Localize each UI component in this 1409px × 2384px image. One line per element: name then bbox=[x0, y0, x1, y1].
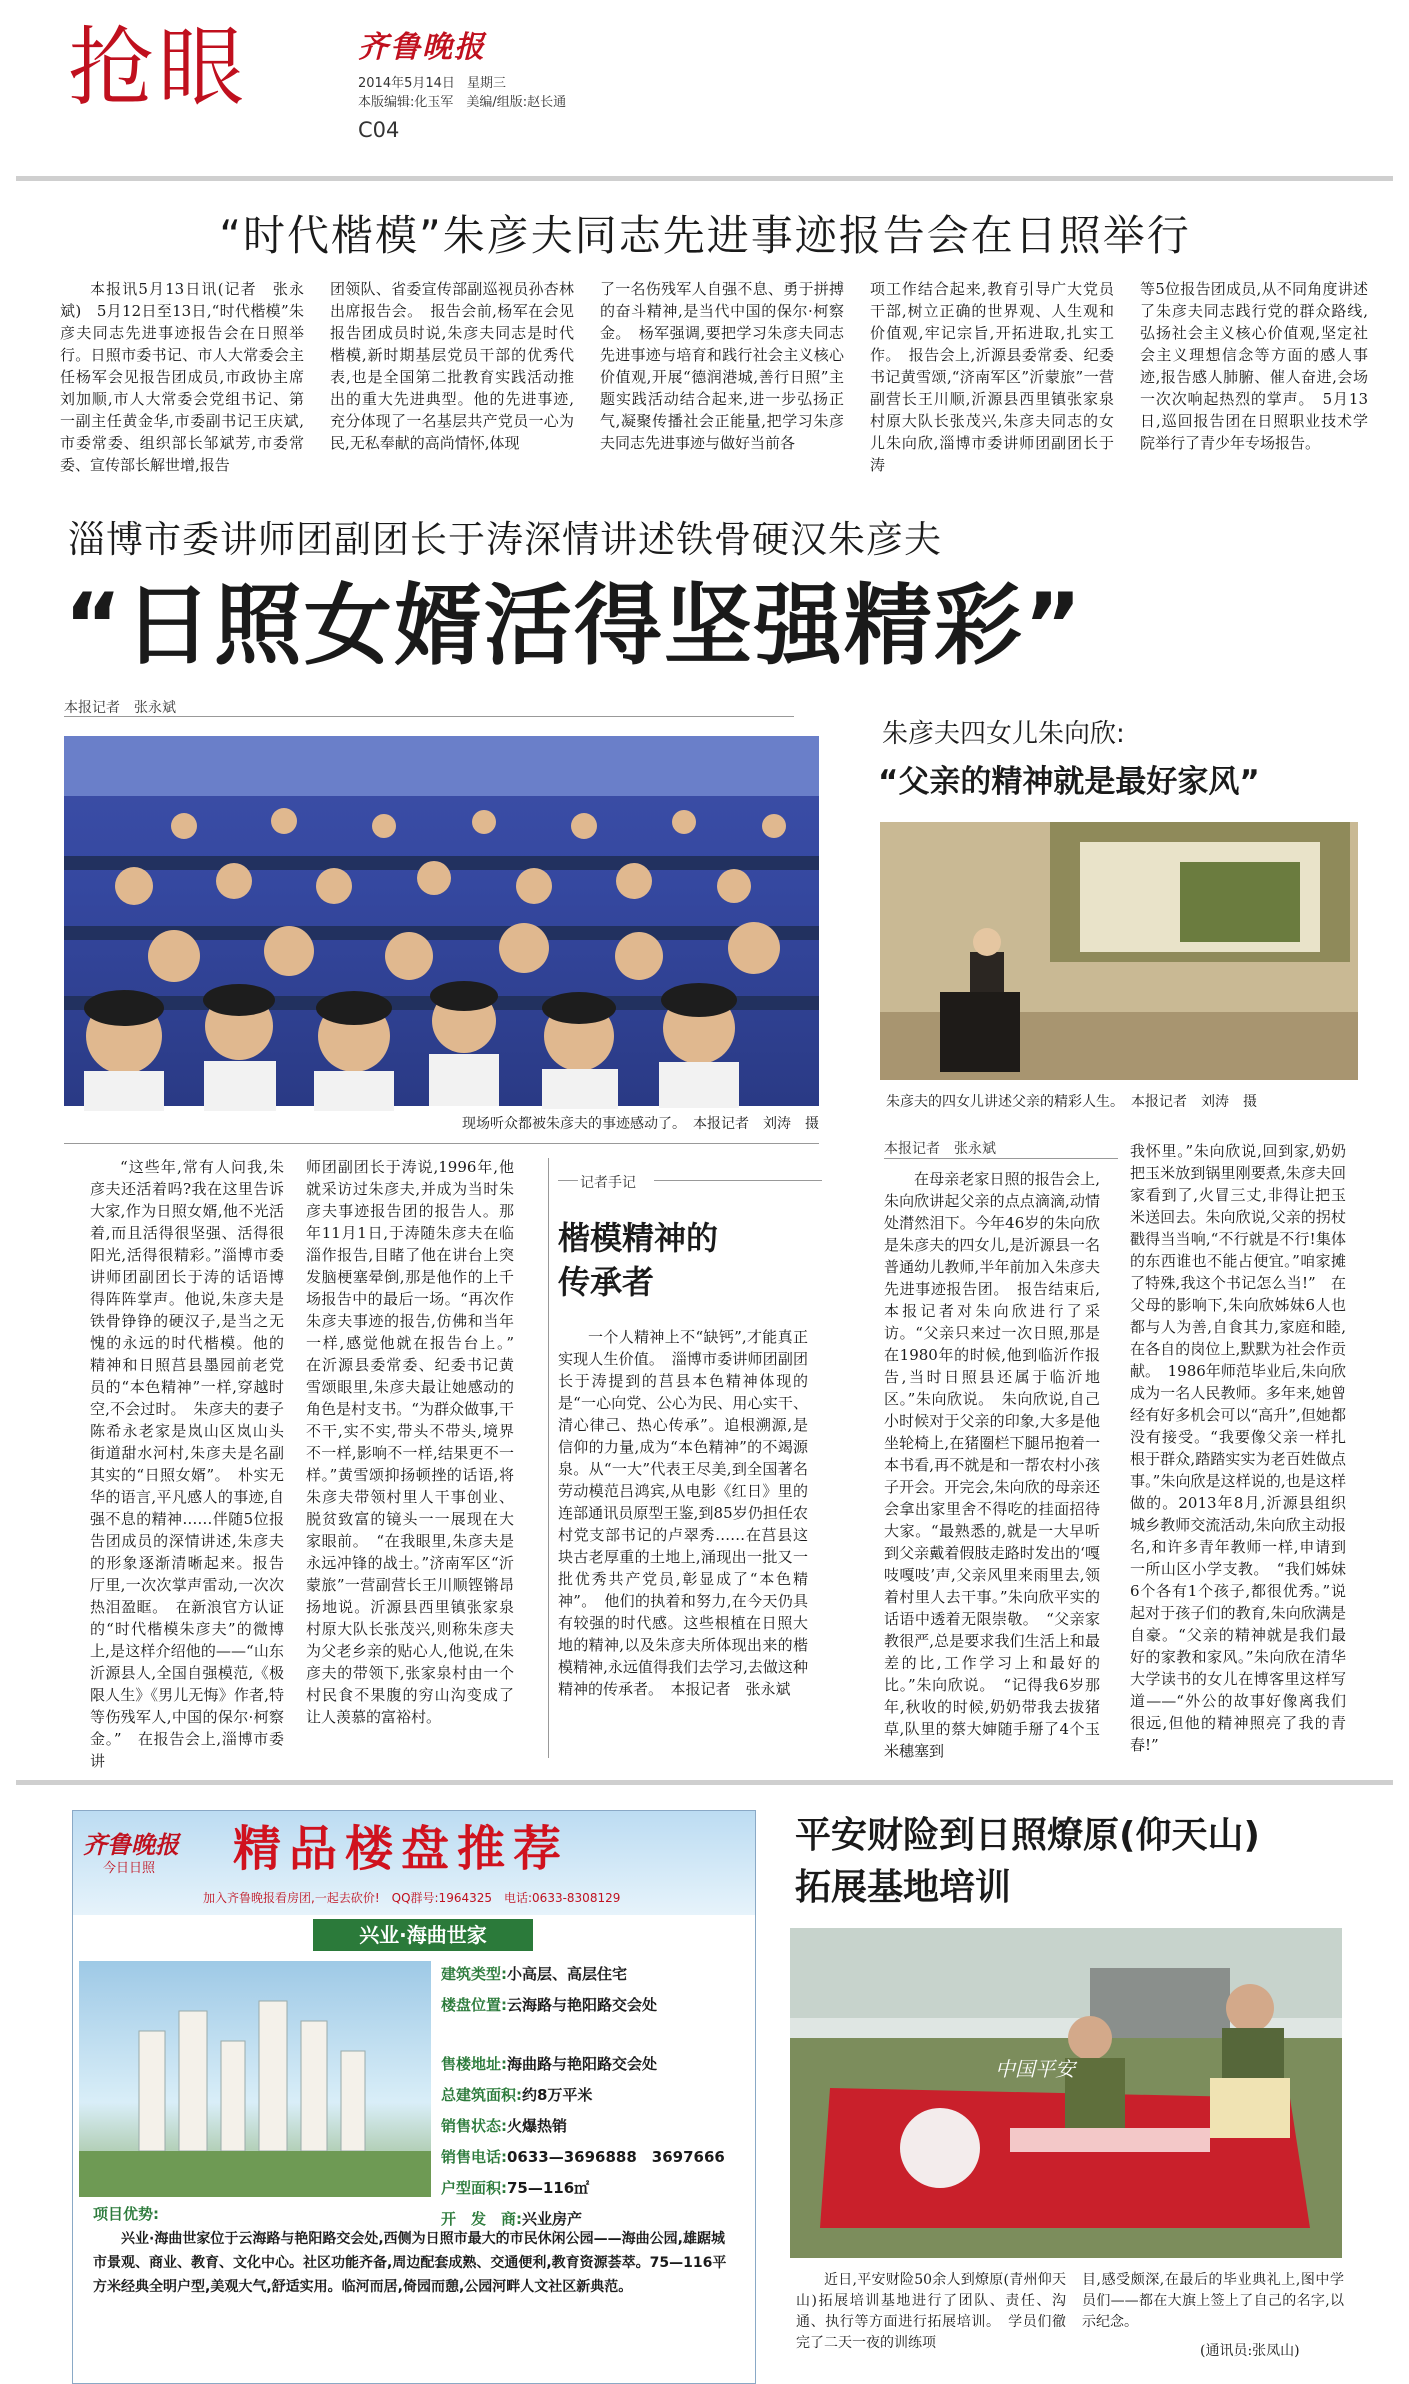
story3-text-2: 我怀里。”朱向欣说,回到家,奶奶把玉米放到锅里刚要煮,朱彦夫回家看到了,火冒三丈,非得让把玉米送回去。朱向欣说,父亲的拐杖戳得当当响,“不行就是不行!集体的东西谁也不能占便宜。”咱家摊了特殊,我这个书记怎么当!” 在父母的影响下,朱向欣姊妹6人也都与人为善,自食其力,家庭和睦,在各自的岗位上,默默为社会作贡献。 1986年师范毕业后,朱向欣成为一名人民教师。多年来,她曾经有好多机会可以“高升”,但她都没有接受。“我要像父亲一样扎根于群众,踏踏实实为老百姓做点事。”朱向欣是这样说的,也是这样做的。2013年8月,沂源县组织城乡教师交流活动,朱向欣主动报名,和许多青年教师一样,申请到一所山区小学支教。 “我们姊妹6个各有1个孩子,都很优秀。”说起对于孩子们的教育,朱向欣满是自豪。“父亲的精神就是我们最好的家教和家风。”朱向欣在清华大学读书的女儿在博客里这样写道——“外公的故事好像离我们很远,但他的精神照亮了我的青春!” bbox=[1130, 1142, 1346, 1754]
story3-kicker: 朱彦夫四女儿朱向欣: bbox=[882, 719, 1125, 749]
story1-column-2 bbox=[330, 278, 574, 478]
ad-logo-sub: 今日日照 bbox=[103, 1861, 156, 1876]
story1-column-5 bbox=[1140, 278, 1368, 478]
ad-logo: 齐鲁晚报 bbox=[83, 1830, 179, 1859]
story2-column-2 bbox=[306, 1156, 530, 1756]
spec-label: 总建筑面积: bbox=[441, 2086, 522, 2104]
commentary-text: 一个人精神上不“缺钙”,才能真正实现人生价值。 淄博市委讲师团副团长于涛提到的莒县本色精神体现的是“一心向党、公心为民、用心实干、清心律己、热心传承”。追根溯源,是信仰的力量,成为“本色精神”的不竭源泉。从“一大”代表王尽美,到全国著名劳动模范吕鸿宾,从电影《红日》里的连部通讯员原型王鉴,到85岁仍担任农村党支部书记的卢翠秀……在莒县这块古老厚重的土地上,涌现出一批又一批优秀共产党员,彰显成了“本色精神”。 他们的执着和努力,在今天仍具有较强的时代感。这些根植在日照大地的精神,以及朱彦夫所体现出来的楷模精神,永远值得我们去学习,去做这种精神的传承者。 本报记者 张永斌 bbox=[558, 1328, 808, 1698]
story1-text-5: 等5位报告团成员,从不同角度讲述了朱彦夫同志践行党的群众路线,弘扬社会主义核心价值观,坚定社会主义理想信念等方面的感人事迹,报告感人肺腑、催人奋进,会场一次次响起热烈的掌声。 5月13日,巡回报告团在日照职业技术学院举行了青少年专场报告。 bbox=[1140, 280, 1368, 452]
editor-credits: 本版编辑:化玉军 美编/组版:赵长通 bbox=[358, 95, 567, 110]
spec-row bbox=[441, 2173, 747, 2204]
masthead-rule bbox=[16, 176, 1393, 181]
speaker-photo-caption: 朱彦夫的四女儿讲述父亲的精彩人生。 本报记者 刘涛 摄 bbox=[886, 1094, 1257, 1110]
spec-value: 0633—3696888 3697666 bbox=[507, 2148, 725, 2166]
spec-row bbox=[441, 1959, 747, 1990]
story1-text-4: 项工作结合起来,教育引导广大党员干部,树立正确的世界观、人生观和价值观,牢记宗旨,开拓进取,扎实工作。 报告会上,沂源县委常委、纪委书记黄雪颂,“济南军区”沂蒙旅”一营副营长王川顺,沂源县西里镇张家泉村原大队长张茂兴,朱彦夫同志的女儿朱向欣,淄博市委讲师团副团长于涛 bbox=[870, 280, 1114, 474]
spec-value: 火爆热销 bbox=[507, 2117, 568, 2135]
story3-column-2 bbox=[1130, 1140, 1346, 1760]
audience-photo bbox=[64, 736, 819, 1106]
story3-headline: “父亲的精神就是最好家风” bbox=[878, 764, 1260, 800]
spec-label: 售楼地址: bbox=[441, 2055, 507, 2073]
spec-row bbox=[441, 2111, 747, 2142]
issue-weekday: 星期三 bbox=[467, 76, 507, 91]
spec-value: 兴业房产 bbox=[522, 2210, 583, 2228]
spec-row bbox=[441, 1990, 747, 2021]
real-estate-ad bbox=[72, 1810, 756, 2384]
spec-value: 云海路与艳阳路交会处 bbox=[507, 1996, 658, 2014]
story4-credit: (通讯员:张凤山) bbox=[1200, 2343, 1300, 2359]
spec-label: 户型面积: bbox=[441, 2179, 507, 2197]
story2-caption-rule bbox=[64, 1143, 819, 1144]
speaker-photo bbox=[880, 822, 1358, 1080]
commentary-tag: 记者手记 bbox=[580, 1175, 636, 1191]
commentary-headline: 楷模精神的传承者 bbox=[558, 1219, 719, 1301]
story1-column-1 bbox=[60, 278, 304, 478]
commentary-box bbox=[558, 1158, 822, 1758]
training-photo bbox=[790, 1928, 1342, 2258]
flag-text: 中国平安 bbox=[995, 2057, 1075, 2081]
story4-headline-line1: 平安财险到日照燎原(仰天山) bbox=[795, 1815, 1260, 1856]
story1-column-3 bbox=[600, 278, 844, 478]
spec-value: 75—116㎡ bbox=[507, 2179, 590, 2197]
section-title: 抢眼 bbox=[68, 18, 248, 118]
spec-value: 小高层、高层住宅 bbox=[507, 1965, 628, 1983]
commentary-tag-rule bbox=[558, 1180, 578, 1181]
story2-text-1: “这些年,常有人问我,朱彦夫还活着吗?我在这里告诉大家,作为日照女婿,他不光活着,而且活得很坚强、活得很阳光,活得很精彩。”淄博市委讲师团副团长于涛的话语博得阵阵掌声。他说,朱彦夫是铁骨铮铮的硬汉子,是当之无愧的永远的时代楷模。他的精神和日照莒县墨园前老党员的“本色精神”一样,穿越时空,不会过时。 朱彦夫的妻子陈希永老家是岚山区岚山头街道甜水河村,朱彦夫是名副其实的“日照女婿”。 朴实无华的语言,平凡感人的事迹,自强不息的精神……伴随5位报告团成员的深情讲述,朱彦夫的形象逐渐清晰起来。报告厅里,一次次掌声雷动,一次次热泪盈眶。 在新浪官方认证的“时代楷模朱彦夫”的微博上,是这样介绍他的——“山东沂源县人,全国自强模范,《极限人生》《男儿无悔》作者,特等伤残军人,中国的保尔·柯察金。” 在报告会上,淄博市委讲 bbox=[90, 1158, 284, 1770]
spec-row bbox=[441, 2142, 747, 2173]
spec-value: 约8万平米 bbox=[522, 2086, 593, 2104]
story3-column-1 bbox=[884, 1168, 1100, 1758]
ad-advantage-label: 项目优势: bbox=[93, 2205, 159, 2223]
ad-title: 精品楼盘推荐 bbox=[233, 1821, 570, 1877]
story1-text-2: 团领队、省委宣传部副巡视员孙杏林出席报告会。 报告会前,杨军在会见报告团成员时说,朱彦夫同志是时代楷模,新时期基层党员干部的优秀代表,也是全国第二批教育实践活动推出的重大先进典型。他的先进事迹,充分体现了一名基层共产党员一心为民,无私奉献的高尚情怀,体现 bbox=[330, 280, 574, 452]
ad-project-name: 兴业·海曲世家 bbox=[313, 1919, 533, 1951]
story3-byline: 本报记者 张永斌 bbox=[884, 1141, 996, 1157]
commentary-column bbox=[558, 1326, 808, 1756]
ad-advantage-text: 兴业·海曲世家位于云海路与艳阳路交会处,西侧为日照市最大的市民休闲公园——海曲公园,雄踞城市景观、商业、教育、文化中心。社区功能齐备,周边配套成熟、交通便利,教育资源荟萃。75—116平方米经典全明户型,美观大气,舒适实用。临河而居,倚园而憩,公园河畔人文社区新典范。 bbox=[93, 2231, 727, 2295]
commentary-tag-rule-right bbox=[654, 1180, 822, 1181]
ad-building-rendering bbox=[79, 1961, 431, 2197]
spec-value: 海曲路与艳阳路交会处 bbox=[507, 2055, 658, 2073]
newspaper-logo: 齐鲁晚报 bbox=[358, 30, 486, 65]
story1-text-3: 了一名伤残军人自强不息、勇于拼搏的奋斗精神,是当代中国的保尔·柯察金。 杨军强调,要把学习朱彦夫同志先进事迹与培育和践行社会主义核心价值观,开展“德润港城,善行日照”主题实践活动结合起来,进一步弘扬正气,凝聚传播社会正能量,把学习朱彦夫同志先进事迹与做好当前各 bbox=[600, 280, 844, 452]
story4-column-2 bbox=[1082, 2270, 1344, 2334]
story2-column-1 bbox=[90, 1156, 284, 1770]
story1-column-4 bbox=[870, 278, 1114, 478]
story4-headline-line2: 拓展基地培训 bbox=[795, 1867, 1012, 1908]
ad-specs bbox=[441, 1959, 747, 2235]
story3-byline-rule bbox=[884, 1158, 1118, 1159]
audience-photo-caption: 现场听众都被朱彦夫的事迹感动了。 本报记者 刘涛 摄 bbox=[462, 1116, 819, 1132]
story2-subhead: 淄博市委讲师团副团长于涛深情讲述铁骨硬汉朱彦夫 bbox=[68, 518, 942, 561]
commentary-divider bbox=[548, 1158, 549, 1758]
page-number: C04 bbox=[358, 118, 400, 142]
spec-label: 销售状态: bbox=[441, 2117, 507, 2135]
ad-strap: 加入齐鲁晚报看房团,一起去砍价! QQ群号:1964325 电话:0633-8308129 bbox=[203, 1891, 621, 1905]
spec-label: 楼盘位置: bbox=[441, 1996, 507, 2014]
story2-byline: 本报记者 张永斌 bbox=[64, 700, 176, 716]
story3-text-1: 在母亲老家日照的报告会上,朱向欣讲起父亲的点点滴滴,动情处潸然泪下。今年46岁的朱向欣是朱彦夫的四女儿,是沂源县一名普通幼儿教师,半年前加入朱彦夫先进事迹报告团。 报告结束后,本报记者对朱向欣进行了采访。“父亲只来过一次日照,那是在1980年的时候,他到临沂作报告,当时日照县还属于临沂地区。”朱向欣说。 朱向欣说,自己小时候对于父亲的印象,大多是他坐轮椅上,在猪圈栏下腿吊抱着一本书看,再不就是和一帮农村小孩子开会。开完会,朱向欣的母亲还会拿出家里舍不得吃的挂面招待大家。“最熟悉的,就是一大早听到父亲戴着假肢走路时发出的‘嘎吱嘎吱’声,父亲风里来雨里去,领着村里人去干事。”朱向欣平实的话语中透着无限崇敬。 “父亲家教很严,总是要求我们生活上和最差的比,工作学习上和最好的比。”朱向欣说。 “记得我6岁那年,秋收的时候,奶奶带我去拔猪草,队里的蔡大婶随手掰了4个玉米穗塞到 bbox=[884, 1170, 1100, 1760]
story2-headline: “日照女婿活得坚强精彩” bbox=[64, 574, 1084, 677]
spec-row bbox=[441, 2049, 747, 2080]
lower-section-rule bbox=[16, 1780, 1393, 1785]
spec-label: 开 发 商: bbox=[441, 2210, 522, 2228]
story2-text-2: 师团副团长于涛说,1996年,他就采访过朱彦夫,并成为当时朱彦夫事迹报告团的报告人。那年11月1日,于涛随朱彦夫在临淄作报告,目睹了他在讲台上突发脑梗塞晕倒,那是他作的上千场报告中的最后一场。“再次作朱彦夫事迹的报告,仿佛和当年一样,感觉他就在报告台上。” 在沂源县委常委、纪委书记黄雪颂眼里,朱彦夫最让她感动的角色是村支书。“为群众做事,干不干,实不实,带头不带头,境界不一样,影响不一样,结果更不一样。”黄雪颂抑扬顿挫的话语,将朱彦夫带领村里人干事创业、脱贫致富的镜头一一展现在大家眼前。 “在我眼里,朱彦夫是永远冲锋的战士。”济南军区“沂蒙旅”一营副营长王川顺铿锵昂扬地说。沂源县西里镇张家泉村原大队长张茂兴,则称朱彦夫为父老乡亲的贴心人,他说,在朱彦夫的带领下,张家泉村由一个村民食不果腹的穷山沟变成了让人羡慕的富裕村。 bbox=[306, 1158, 530, 1726]
training-illustration bbox=[790, 1928, 1342, 2258]
speaker-illustration bbox=[880, 822, 1358, 1080]
buildings-illustration bbox=[79, 1961, 431, 2197]
story2-byline-rule bbox=[64, 716, 794, 717]
audience-illustration bbox=[64, 736, 819, 1106]
story4-text-1: 近日,平安财险50余人到燎原(青州仰天山)拓展培训基地进行了团队、责任、沟通、执行等方面进行拓展培训。 学员们徹完了二天一夜的训练项 bbox=[796, 2272, 1066, 2351]
story1-text-1: 本报讯5月13日讯(记者 张永斌) 5月12日至13日,“时代楷模”朱彦夫同志先进事迹报告会在日照举行。日照市委书记、市人大常委会主任杨军会见报告团成员,市政协主席刘加顺,市人大常委会党组书记、第一副主任黄金华,市委副书记王庆斌,市委常委、组织部长邹斌芳,市委常委、宣传部长解世增,报告 bbox=[60, 280, 304, 474]
issue-date: 2014年5月14日 bbox=[358, 76, 455, 91]
story4-text-2: 目,感受颇深,在最后的毕业典礼上,图中学员们——都在大旗上签上了自己的名字,以示纪念。 bbox=[1082, 2272, 1344, 2330]
masthead-info bbox=[358, 74, 566, 112]
spec-label: 建筑类型: bbox=[441, 1965, 507, 1983]
spec-label: 销售电话: bbox=[441, 2148, 507, 2166]
story1-headline: “时代楷模”朱彦夫同志先进事迹报告会在日照举行 bbox=[219, 211, 1191, 260]
spec-row bbox=[441, 2080, 747, 2111]
story4-column-1 bbox=[796, 2270, 1066, 2378]
